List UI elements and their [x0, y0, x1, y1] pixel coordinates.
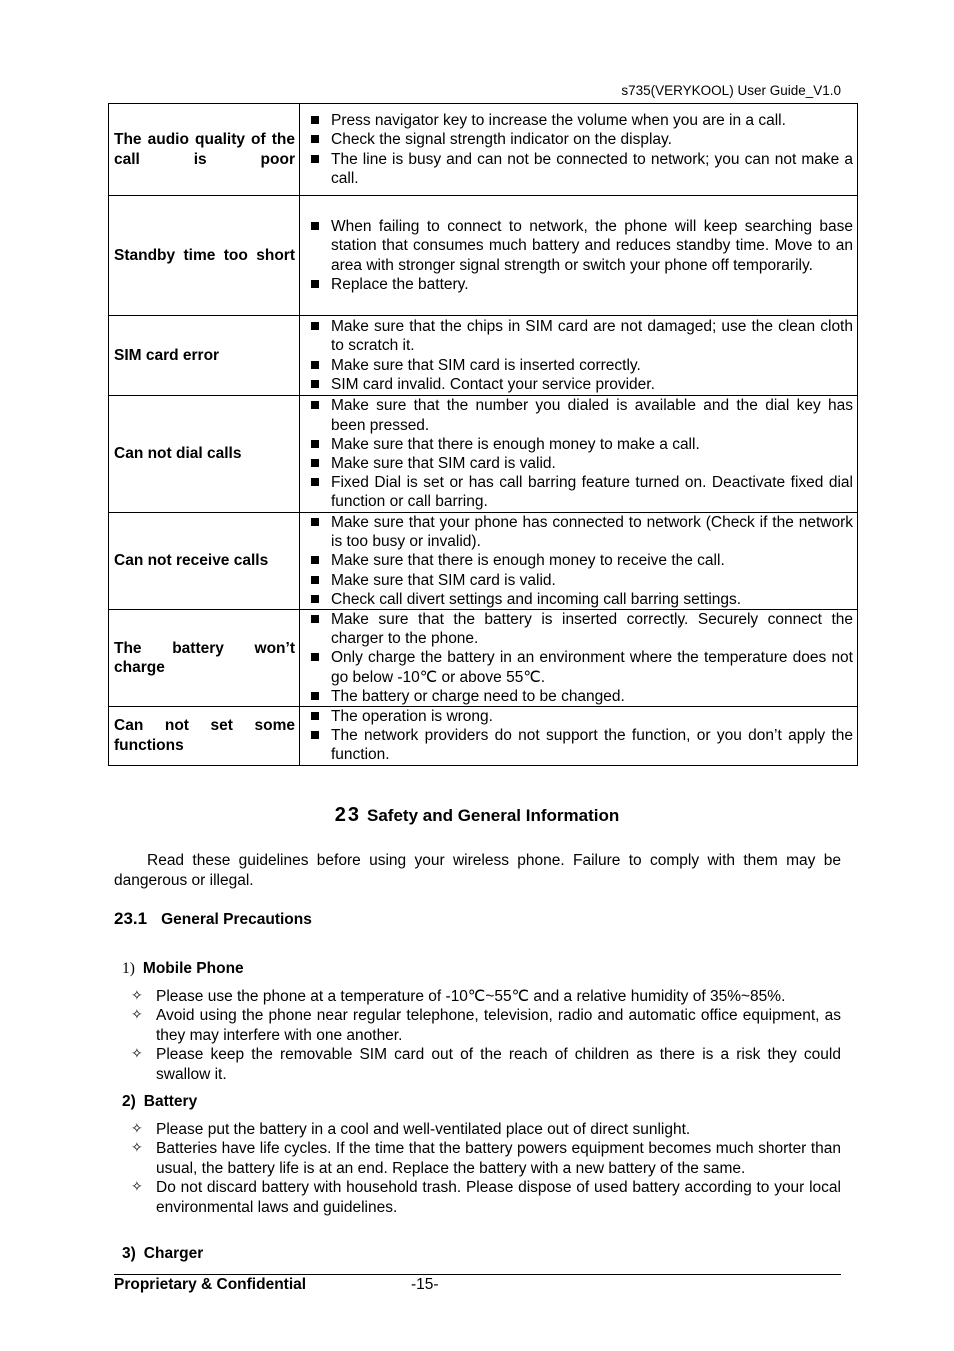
solution-list	[309, 217, 853, 294]
solution-item: Make sure that SIM card is inserted correctly.	[309, 356, 853, 375]
precaution-item: ✧ Please keep the removable SIM card out of the reach of children as there is a risk they could swallow it.	[131, 1045, 841, 1084]
solution-item: The line is busy and can not be connected to network; you can not make a call.	[309, 150, 853, 188]
page-number: -15-	[411, 1276, 439, 1293]
solution-list	[309, 513, 853, 609]
solution-item: Make sure that the number you dialed is available and the dial key has been pressed.	[309, 396, 853, 434]
table-row	[109, 316, 858, 396]
solution-cell	[300, 513, 858, 610]
section-heading	[0, 804, 954, 827]
problem-cell: Can not set some functions	[109, 707, 300, 766]
precaution-item: ✧ Avoid using the phone near regular telephone, television, radio and automatic office equipment, as they may interfere with one another.	[131, 1006, 841, 1045]
solution-list	[309, 111, 853, 188]
solution-item: Make sure that the chips in SIM card are not damaged; use the clean cloth to scratch it.	[309, 317, 853, 355]
section-number: 23	[334, 804, 361, 826]
solution-item: Replace the battery.	[309, 275, 853, 294]
table-row	[109, 196, 858, 316]
section-title: Safety and General Information	[367, 806, 620, 825]
solution-list	[309, 610, 853, 706]
solution-item: Check the signal strength indicator on the display.	[309, 130, 853, 149]
solution-cell	[300, 196, 858, 316]
solution-cell	[300, 707, 858, 766]
solution-item: Press navigator key to increase the volume when you are in a call.	[309, 111, 853, 130]
table-row	[109, 104, 858, 196]
solution-cell	[300, 316, 858, 396]
item-heading-battery	[122, 1093, 197, 1111]
subsection-heading	[114, 909, 312, 929]
troubleshooting-table	[108, 103, 858, 766]
mobile-phone-precautions	[131, 987, 841, 1084]
table-row	[109, 396, 858, 513]
item-number: 2)	[122, 1093, 136, 1110]
solution-item: The network providers do not support the function, or you don’t apply the function.	[309, 726, 853, 764]
solution-list	[309, 396, 853, 511]
solution-item: Make sure that your phone has connected to network (Check if the network is too busy or invalid).	[309, 513, 853, 551]
intro-paragraph: Read these guidelines before using your wireless phone. Failure to comply with them may be dangerous or illegal.	[114, 852, 841, 889]
problem-cell: The battery won’t charge	[109, 610, 300, 707]
solution-cell	[300, 610, 858, 707]
solution-item: The operation is wrong.	[309, 707, 853, 726]
problem-cell: Standby time too short	[109, 196, 300, 316]
solution-list	[309, 707, 853, 765]
table-row	[109, 610, 858, 707]
solution-cell	[300, 104, 858, 196]
table-row	[109, 513, 858, 610]
item-title: Battery	[143, 1093, 198, 1110]
solution-list	[309, 317, 853, 394]
problem-cell: Can not dial calls	[109, 396, 300, 513]
solution-item: SIM card invalid. Contact your service provider.	[309, 375, 853, 394]
footer-confidential: Proprietary & Confidential	[114, 1276, 307, 1293]
solution-item: When failing to connect to network, the phone will keep searching base station that consumes much battery and reduces standby time. Move to an area with stronger signal strength or switch your phone off temporarily.	[309, 217, 853, 275]
item-title: Charger	[143, 1245, 204, 1262]
subsection-number: 23.1	[114, 909, 148, 928]
problem-cell: SIM card error	[109, 316, 300, 396]
solution-item: The battery or charge need to be changed.	[309, 687, 853, 706]
document-header: s735(VERYKOOL) User Guide_V1.0	[621, 83, 841, 98]
solution-item: Fixed Dial is set or has call barring feature turned on. Deactivate fixed dial function or call barring.	[309, 473, 853, 511]
solution-item: Make sure that there is enough money to make a call.	[309, 435, 853, 454]
item-title: Mobile Phone	[142, 960, 244, 977]
precaution-item: ✧ Batteries have life cycles. If the time that the battery powers equipment becomes much shorter than usual, the battery life is at an end. Replace the battery with a new battery of the same.	[131, 1139, 841, 1178]
footer-divider	[114, 1274, 841, 1275]
solution-item: Make sure that SIM card is valid.	[309, 454, 853, 473]
solution-item: Make sure that the battery is inserted correctly. Securely connect the charger to the phone.	[309, 610, 853, 648]
precaution-item: ✧ Please put the battery in a cool and well-ventilated place out of direct sunlight.	[131, 1120, 841, 1139]
precaution-item: ✧ Please use the phone at a temperature of -10℃~55℃ and a relative humidity of 35%~85%.	[131, 987, 841, 1006]
precaution-item: ✧ Do not discard battery with household trash. Please dispose of used battery according to your local environmental laws and guidelines.	[131, 1178, 841, 1217]
battery-precautions	[131, 1120, 841, 1217]
item-number: 1)	[122, 960, 135, 977]
item-number: 3)	[122, 1245, 136, 1262]
item-heading-mobile-phone	[122, 960, 244, 978]
solution-item: Make sure that there is enough money to receive the call.	[309, 551, 853, 570]
solution-item: Check call divert settings and incoming call barring settings.	[309, 590, 853, 609]
subsection-title: General Precautions	[161, 911, 312, 928]
solution-cell	[300, 396, 858, 513]
solution-item: Make sure that SIM card is valid.	[309, 571, 853, 590]
table-row	[109, 707, 858, 766]
problem-cell: Can not receive calls	[109, 513, 300, 610]
solution-item: Only charge the battery in an environment where the temperature does not go below -10℃ or above 55℃.	[309, 648, 853, 686]
problem-cell: The audio quality of the call is poor	[109, 104, 300, 196]
item-heading-charger	[122, 1245, 203, 1263]
